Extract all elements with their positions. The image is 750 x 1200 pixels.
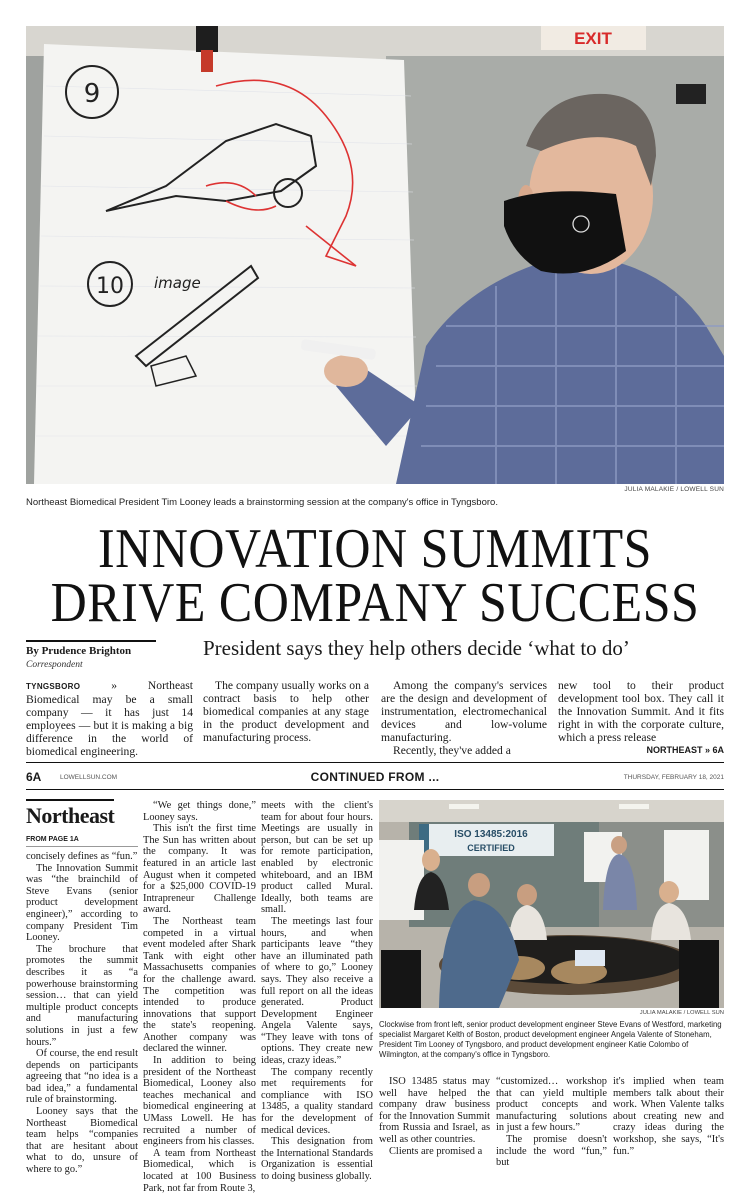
inside-c1-p1: concisely defines as “fun.” bbox=[26, 851, 138, 862]
front-column-3 bbox=[381, 679, 547, 757]
front-col3b-text: Recently, they've added a bbox=[393, 744, 511, 757]
inside-c3-p4: This designation from the International Standards Organization is essential to doing business globally. bbox=[261, 1136, 373, 1182]
headline-line-1: INNOVATION SUMMITS bbox=[98, 516, 652, 580]
front-column-4 bbox=[558, 679, 724, 757]
section-title: Northeast bbox=[26, 803, 115, 828]
sketch-number-9: 9 bbox=[83, 79, 101, 109]
inside-c2-p4: In addition to being president of the Northeast Biomedical, Looney also teaches mechanical and biomedical engineering at UMass Lowell. He has recruited a number of engineers from his classes. bbox=[143, 1055, 256, 1148]
page-rule-bottom bbox=[26, 789, 724, 790]
byline-rule bbox=[26, 640, 156, 642]
inside-c4-p1: ISO 13485 status may well have helped the company draw business for the Innovation Summit from Russia and Israel, as well as other countries. bbox=[379, 1076, 490, 1145]
byline: By Prudence Brighton bbox=[26, 645, 132, 657]
main-photo bbox=[26, 26, 724, 484]
headline-line-2: DRIVE COMPANY SUCCESS bbox=[50, 570, 700, 634]
site-name[interactable]: LOWELLSUN.COM bbox=[60, 774, 118, 781]
deck-headline: President says they help others decide ‘what to do’ bbox=[203, 636, 630, 660]
inside-column-6 bbox=[613, 1076, 724, 1157]
inside-c3-p2: The meetings last four hours, and when participants leave “they have an illuminated path of where to go,” Looney says. They also receive a full report on all the ideas generated. Product Development Engineer Angela Valente says, “They leave with tons of options. They create new ideas, crazy ideas.” bbox=[261, 915, 373, 1067]
front-column-2 bbox=[203, 679, 369, 744]
dateline: TYNGSBORO bbox=[26, 682, 81, 691]
jump-link[interactable]: NORTHEAST » 6A bbox=[646, 745, 724, 755]
inside-column-2 bbox=[143, 800, 256, 1194]
from-page-label: FROM PAGE 1A bbox=[26, 836, 79, 843]
front-col4-text: new tool to their product development tool box. They call it the Innovation Summit. And it fits right in with the corporate culture, which a press release bbox=[558, 679, 724, 744]
inside-c1-p2: The Innovation Summit was “the brainchild of Steve Evans (senior product development engineer),” according to company President Tim Looney. bbox=[26, 862, 138, 944]
inside-c6-p1: it's implied when team members talk about their work. When Valente talks about creating new and crazy ideas during the workshop, she says, “It's fun.” bbox=[613, 1076, 724, 1157]
byline-role: Correspondent bbox=[26, 660, 83, 670]
inside-c1-p5: Looney says that the Northeast Biomedical team helps “companies that are hesitant about what to do, unsure of where to go.” bbox=[26, 1106, 138, 1176]
inside-c1-p4: Of course, the end result depends on participants agreeing that “no idea is a bad idea,” a fundamental rule of brainstorming. bbox=[26, 1048, 138, 1106]
banner-certified: CERTIFIED bbox=[467, 843, 515, 853]
continued-label: CONTINUED FROM ... bbox=[310, 770, 440, 784]
inside-column-1 bbox=[26, 851, 138, 1176]
page-rule-top bbox=[26, 762, 724, 763]
photo-caption: Northeast Biomedical President Tim Looney leads a brainstorming session at the company's office in Tyngsboro. bbox=[26, 497, 498, 508]
page-number: 6A bbox=[26, 770, 42, 784]
exit-sign: EXIT bbox=[574, 29, 612, 48]
inside-c3-p3: The company recently met requirements for compliance with ISO 13485, a quality standard for the development of medical devices. bbox=[261, 1066, 373, 1136]
team-photo bbox=[379, 800, 724, 1008]
photo-credit: JULIA MALAKIE / LOWELL SUN bbox=[624, 486, 724, 493]
inside-c2-p1: “We get things done,” Looney says. bbox=[143, 800, 256, 823]
inside-column-5 bbox=[496, 1076, 607, 1169]
issue-date: THURSDAY, FEBRUARY 18, 2021 bbox=[623, 774, 724, 781]
inside-c1-p3: The brochure that promotes the summit describes it as “a powerhouse brainstorming session… that can yield multiple product concepts and manufacturing solutions in just a few hours.” bbox=[26, 943, 138, 1048]
front-col3a-text: Among the company's services are the design and development of instrumentation, electromechanical devices and low-volume manufacturing. bbox=[381, 679, 547, 744]
front-col2-text: The company usually works on a contract basis to help other biomedical companies at any stage in the product development and manufacturing process. bbox=[203, 679, 369, 744]
sketch-number-10: 10 bbox=[96, 274, 124, 299]
inside-c3-p1: meets with the client's team for about four hours. Meetings are usually in person, but can be set up for remote participation, enabled by electronic whiteboard, and an IBM product called Mural. Ideally, both teams are small. bbox=[261, 800, 373, 916]
inside-c5-p1: “customized… workshop that can yield multiple product concepts and manufacturing solutions in just a few hours.” bbox=[496, 1076, 607, 1134]
front-column-1 bbox=[26, 679, 193, 758]
photo2-credit: JULIA MALAKIE / LOWELL SUN bbox=[639, 1010, 724, 1016]
inside-c2-p3: The Northeast team competed in a virtual event modeled after Shark Tank with eight other Massachusetts companies for the challenge award. The competition was intended to produce innovations that support the state's reopening. Another company was declared the winner. bbox=[143, 915, 256, 1055]
front-col1-text: » Northeast Biomedical may be a small company — it has just 14 employees — but it is making a big difference in the world of biomedical engineering. bbox=[26, 679, 193, 758]
inside-column-3 bbox=[261, 800, 373, 1183]
banner-iso: ISO 13485:2016 bbox=[454, 829, 528, 840]
inside-c2-p5: A team from Northeast Biomedical, which is located at 100 Business Park, not far from Route 3, bbox=[143, 1147, 256, 1194]
inside-c4-p2: Clients are promised a bbox=[389, 1145, 483, 1157]
section-rule-thin bbox=[26, 846, 138, 847]
inside-column-4 bbox=[379, 1076, 490, 1157]
inside-c5-p2: The promise doesn't include the word “fun,” but bbox=[496, 1133, 607, 1169]
sketch-word: image bbox=[154, 274, 201, 292]
photo2-caption: Clockwise from front left, senior product development engineer Steve Evans of Westford, marketing specialist Margaret Kelth of Boston, product development engineer Angela Valente of Stoneham, President Tim Looney of Tyngsboro, and product development engineer Katie Colombo of Wilmington, at the company's office in Tyngsboro. bbox=[379, 1020, 722, 1059]
section-rule bbox=[26, 799, 114, 801]
inside-c2-p2: This isn't the first time The Sun has written about the company. It was featured in an article last August when it competed for a $25,000 COVID-19 Intrapreneur Challenge award. bbox=[143, 823, 256, 916]
